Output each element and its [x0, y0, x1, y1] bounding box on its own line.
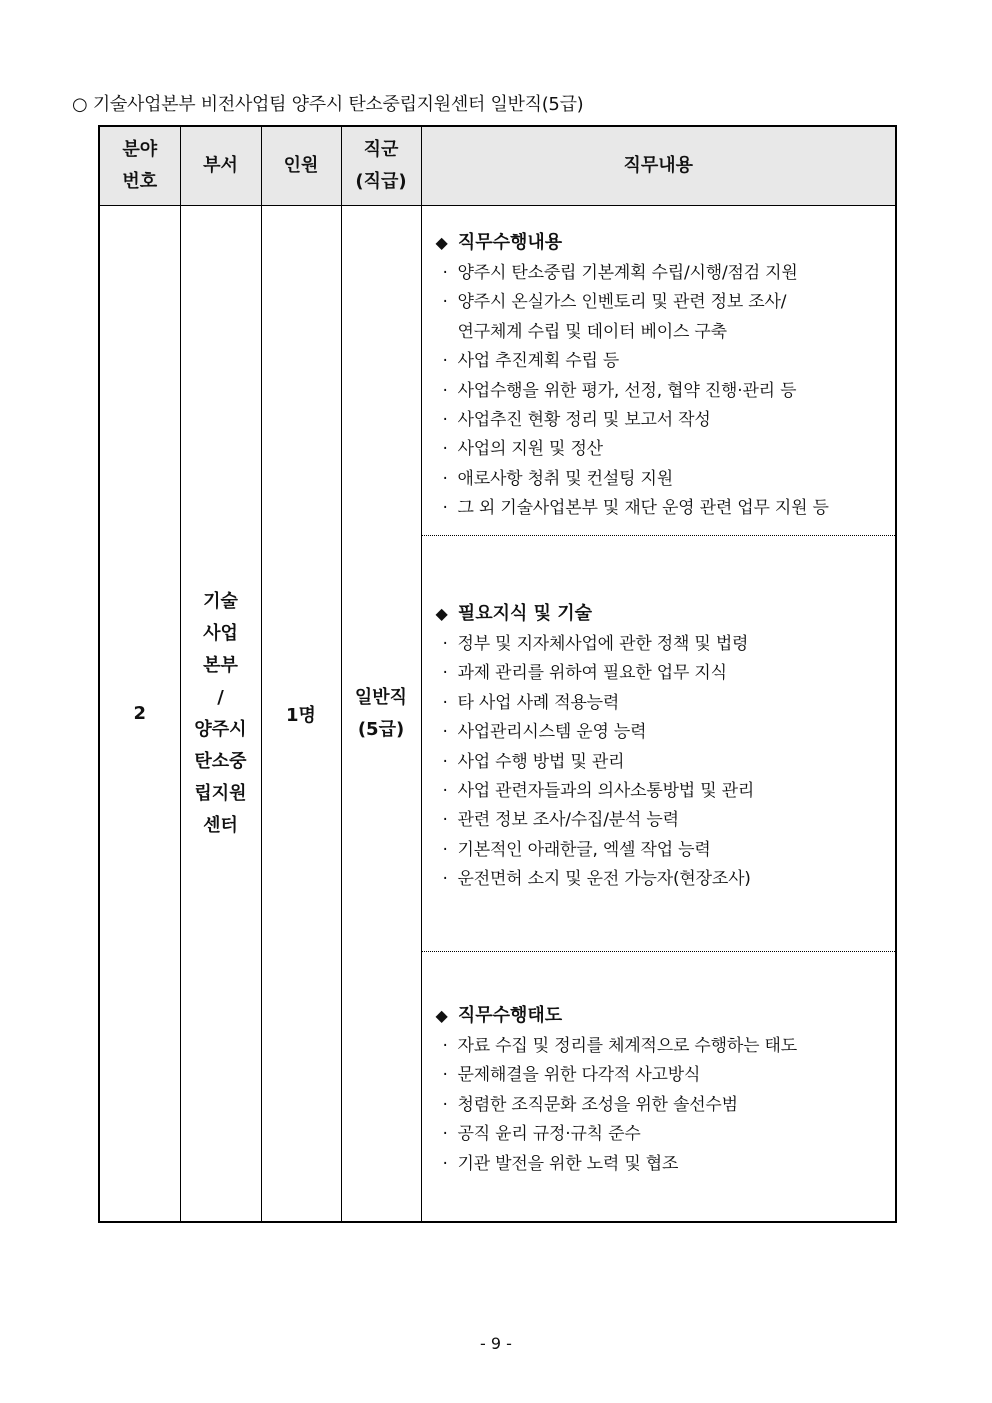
item-text: 연구체계 수립 및 데이터 베이스 구축	[457, 321, 727, 342]
item-dot: ·	[442, 692, 448, 713]
dept-line: /	[217, 686, 224, 708]
item-text: 양주시 탄소중립 기본계획 수립/시행/점검 지원	[457, 263, 798, 283]
list-item	[436, 748, 882, 777]
header-rank	[341, 126, 421, 206]
item-text: 운전면허 소지 및 운전 가능자(현장조사)	[457, 869, 751, 890]
list-item	[436, 1150, 882, 1179]
list-item	[436, 406, 882, 435]
item-dot: ·	[442, 810, 448, 831]
item-dot: ·	[442, 1094, 448, 1115]
cell-field-no: 2	[99, 206, 180, 1223]
list-item	[436, 836, 882, 865]
header-dept: 부서	[180, 126, 261, 206]
header-headcount: 인원	[261, 126, 341, 206]
table-row	[99, 206, 896, 1223]
list-item	[436, 689, 882, 718]
header-rank-line2: (직급)	[355, 171, 407, 192]
list-item	[436, 777, 882, 806]
section-title	[436, 1000, 882, 1032]
list-item	[436, 659, 882, 688]
list-item	[436, 1120, 882, 1149]
list-item	[436, 465, 882, 494]
section-knowledge-skills	[422, 536, 896, 952]
item-text: 그 외 기술사업본부 및 재단 운영 관련 업무 지원 등	[457, 498, 829, 519]
section-title-text: 필요지식 및 기술	[457, 603, 593, 624]
dept-line: 본부	[203, 654, 238, 676]
item-text: 기본적인 아래한글, 엑셀 작업 능력	[457, 839, 711, 860]
item-text: 공직 윤리 규정·규칙 준수	[457, 1124, 641, 1145]
header-rank-line1: 직군	[363, 139, 399, 160]
dept-line: 사업	[203, 622, 238, 644]
item-text: 자료 수집 및 정리를 체계적으로 수행하는 태도	[457, 1036, 797, 1056]
item-dot: ·	[442, 869, 448, 890]
header-field-no-line1: 분야	[122, 139, 158, 160]
item-text: 사업 추진계획 수립 등	[457, 351, 620, 372]
dept-line: 기술	[203, 590, 238, 612]
item-dot: ·	[442, 722, 448, 743]
cell-rank	[341, 206, 421, 1223]
item-text: 양주시 온실가스 인벤토리 및 관련 정보 조사/	[457, 292, 787, 313]
item-text: 애로사항 청취 및 컨설팅 지원	[457, 468, 673, 489]
item-text: 과제 관리를 위하여 필요한 업무 지식	[457, 663, 727, 684]
item-dot: ·	[442, 292, 448, 313]
section-title-text: 직무수행내용	[457, 232, 563, 253]
knowledge-list	[436, 630, 882, 895]
list-item	[436, 377, 882, 406]
attitude-list	[436, 1032, 882, 1179]
list-item	[436, 435, 882, 464]
item-dot: ·	[442, 439, 448, 460]
dept-line: 탄소중	[194, 750, 247, 772]
item-text: 문제해결을 위한 다각적 사고방식	[457, 1065, 701, 1086]
item-dot: ·	[442, 751, 448, 772]
header-duties: 직무내용	[421, 126, 896, 206]
list-item-continuation	[436, 318, 882, 347]
item-dot: ·	[442, 1036, 448, 1056]
page-number: - 9 -	[480, 1334, 512, 1353]
section-title-text: 직무수행태도	[457, 1005, 563, 1026]
table-header-row	[99, 126, 896, 206]
item-dot: ·	[442, 839, 448, 860]
item-text: 사업 수행 방법 및 관리	[457, 751, 625, 772]
dept-line: 양주시	[194, 718, 247, 740]
item-text: 기관 발전을 위한 노력 및 협조	[457, 1153, 679, 1174]
page-heading: ○ 기술사업본부 비전사업팀 양주시 탄소중립지원센터 일반직(5급)	[72, 94, 584, 115]
item-dot: ·	[442, 1065, 448, 1086]
item-text: 사업 관련자들과의 의사소통방법 및 관리	[457, 781, 755, 802]
item-text: 사업수행을 위한 평가, 선정, 협약 진행·관리 등	[457, 380, 797, 401]
dept-line: 센터	[203, 814, 238, 836]
section-duties	[422, 206, 896, 536]
item-dot: ·	[442, 1153, 448, 1174]
section-title	[436, 227, 882, 259]
diamond-bullet-icon: ◆	[435, 604, 448, 623]
diamond-bullet-icon: ◆	[435, 1006, 448, 1025]
item-text: 사업의 지원 및 정산	[457, 439, 603, 460]
item-text: 사업관리시스템 운영 능력	[457, 722, 647, 743]
item-text: 사업추진 현황 정리 및 보고서 작성	[457, 410, 711, 431]
list-item	[436, 347, 882, 376]
item-text: 관련 정보 조사/수집/분석 능력	[457, 810, 679, 831]
cell-duties	[421, 206, 896, 1223]
header-field-no-line2: 번호	[122, 171, 158, 192]
list-item	[436, 865, 882, 894]
item-dot: ·	[442, 634, 448, 654]
header-field-no	[99, 126, 180, 206]
item-text: 정부 및 지자체사업에 관한 정책 및 법령	[457, 634, 749, 654]
rank-line: (5급)	[357, 718, 405, 740]
list-item	[436, 494, 882, 523]
list-item	[436, 718, 882, 747]
section-attitude	[422, 952, 896, 1179]
item-dot: ·	[442, 663, 448, 684]
list-item	[436, 1061, 882, 1090]
list-item	[436, 1091, 882, 1120]
diamond-bullet-icon: ◆	[435, 233, 448, 252]
item-dot: ·	[442, 351, 448, 372]
section-title	[436, 598, 882, 630]
item-dot: ·	[442, 380, 448, 401]
list-item	[436, 806, 882, 835]
item-dot: ·	[442, 781, 448, 802]
item-dot: ·	[442, 410, 448, 431]
list-item	[436, 288, 882, 317]
duty-list	[436, 259, 882, 524]
job-description-table	[98, 125, 897, 1223]
cell-headcount: 1명	[261, 206, 341, 1223]
item-text: 타 사업 사례 적용능력	[457, 692, 620, 713]
list-item	[436, 1032, 882, 1061]
rank-line: 일반직	[354, 686, 408, 708]
item-text: 청렴한 조직문화 조성을 위한 솔선수범	[457, 1094, 738, 1115]
dept-line: 립지원	[194, 782, 247, 804]
item-dot: ·	[442, 263, 448, 283]
item-dot: ·	[442, 468, 448, 489]
list-item	[436, 630, 882, 659]
cell-dept	[180, 206, 261, 1223]
list-item	[436, 259, 882, 288]
item-dot: ·	[442, 1124, 448, 1145]
item-dot: ·	[442, 498, 448, 519]
